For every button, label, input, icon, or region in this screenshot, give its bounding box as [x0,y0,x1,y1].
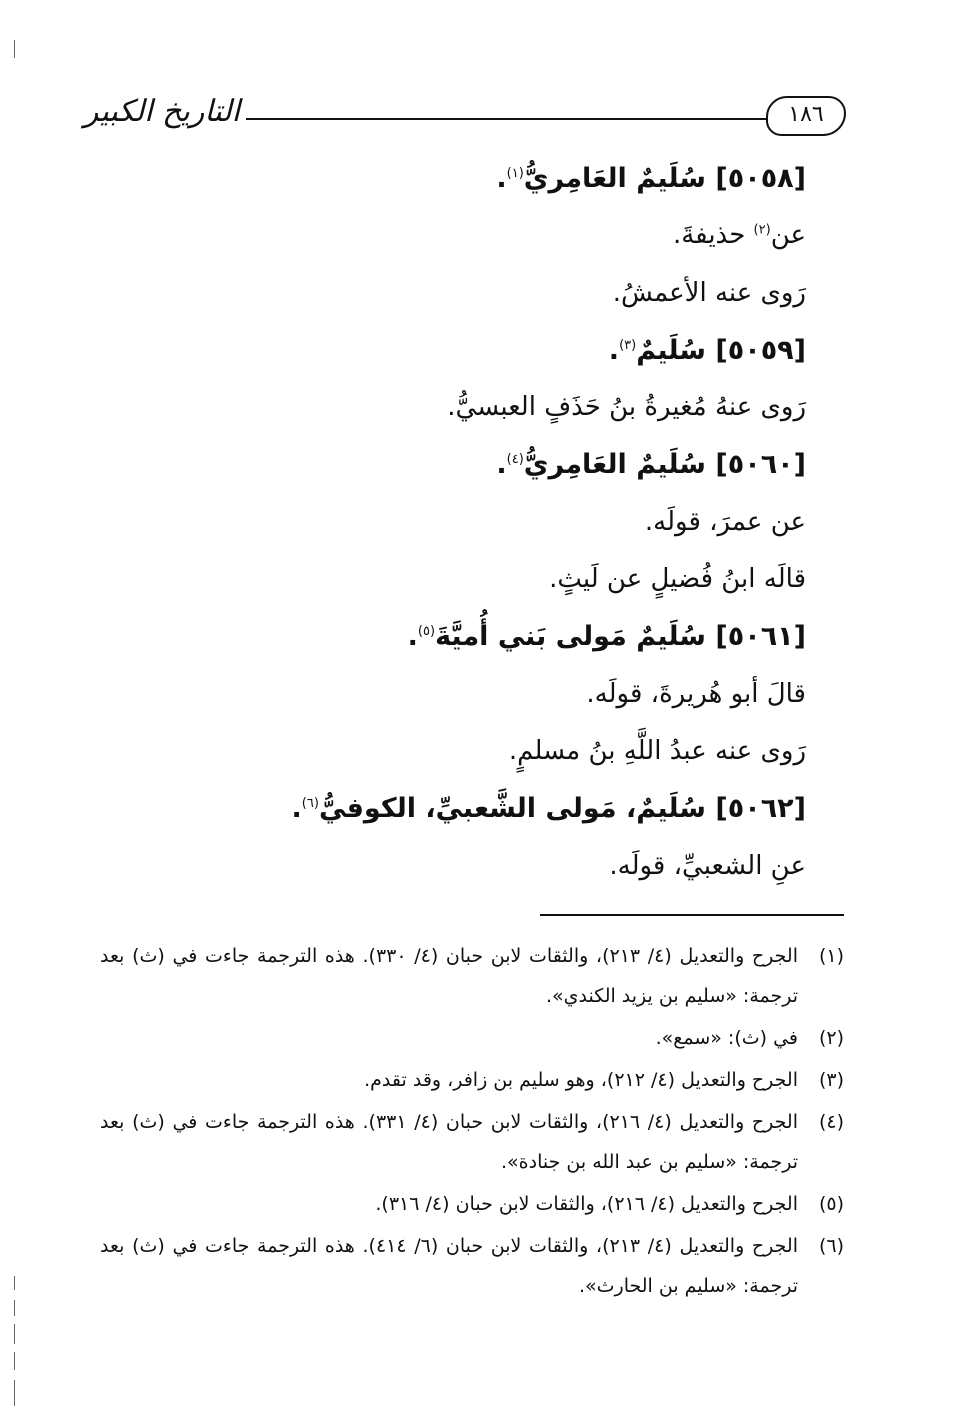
scan-mark [14,1276,15,1290]
footnote-item [100,1184,844,1224]
entry-heading [360,436,806,493]
scan-mark [14,40,15,58]
scan-mark [14,1324,15,1344]
entry-number: [٥٠٦١] [715,621,806,653]
footnote-ref[interactable]: (٢) [753,222,771,238]
text-pre: عن [770,220,806,251]
footnote-ref[interactable]: (٤) [506,452,524,468]
text-line [360,551,806,608]
text-line [360,207,806,264]
text-line [360,723,806,780]
footnote-number: (١) [818,945,844,967]
entry-end: . [291,793,302,825]
footnote-ref[interactable]: (١) [506,166,524,181]
entry-number: [٥٠٦٢] [715,793,806,825]
scan-mark [14,1380,15,1406]
entry-heading [291,780,806,837]
footnote-item [100,1018,844,1058]
scan-mark [14,1352,15,1370]
footnote-text: الجرح والتعديل (٤/ ٢١٢)، وهو سليم بن زافر، وقد تقدم. [364,1069,798,1091]
text-pre: قالَ أبو هُريرةَ، قولَه. [586,678,806,709]
footnote-item [100,1226,844,1306]
footnote-number: (٤) [818,1111,844,1133]
running-header-title: التاريخ الكبير [83,94,240,129]
entry-heading [360,150,806,207]
footnote-number: (٥) [818,1193,844,1215]
entry-name: سُلَيمٌ العَامِريُّ [523,449,706,481]
text-pre: رَوى عنه الأعمشُ. [612,277,806,308]
footnote-text: الجرح والتعديل (٤/ ٢١٣)، والثقات لابن حبان (٦/ ٤١٤). هذه الترجمة جاءت في (ث) بعد ترجمة: «سليم بن الحارث». [100,1235,798,1297]
footnote-text: الجرح والتعديل (٤/ ٢١٦)، والثقات لابن حبان (٤/ ٣٣١). هذه الترجمة جاءت في (ث) بعد ترجمة: «سليم بن عبد الله بن جنادة». [100,1111,798,1173]
header-rule [246,118,766,120]
text-line [360,379,806,436]
entry-name: سُلَيمٌ مَولى بَني أُميَّةَ [435,621,706,653]
footnote-ref[interactable]: (٣) [619,337,637,353]
footnote-text: في (ث): «سمع». [655,1027,798,1049]
text-pre: رَوى عنه عبدُ اللَّهِ بنُ مسلمٍ. [508,735,806,766]
footnote-number: (٢) [818,1027,844,1049]
entry-end: . [496,163,507,194]
scan-mark [14,1300,15,1316]
footnote-number: (٣) [818,1069,844,1091]
text-pre: رَوى عنهُ مُغيرةُ بنُ حَذَفٍ العبسيُّ. [447,392,806,423]
text-line [360,265,806,322]
footnote-text: الجرح والتعديل (٤/ ٢١٦)، والثقات لابن حبان (٤/ ٣١٦). [375,1193,798,1215]
entry-heading [360,608,806,665]
entry-number: [٥٠٥٩] [715,334,806,366]
text-pre: قالَه ابنُ فُضيلٍ عن لَيثٍ. [549,564,806,595]
entry-number: [٥٠٥٨] [715,163,806,194]
entry-heading [360,322,806,379]
entry-name: سُلَيمٌ، مَولى الشَّعبيِّ، الكوفيُّ [318,793,706,825]
entry-end: . [608,334,620,366]
main-text [291,150,806,895]
footnote-divider [540,914,844,916]
footnote-number: (٦) [818,1235,844,1257]
text-pre: عنِ الشعبيِّ، قولَه. [609,850,806,881]
text-line [360,838,806,895]
entry-name: سُلَيمٌ [636,334,706,366]
entry-end: . [496,449,507,481]
footnote-text: الجرح والتعديل (٤/ ٢١٣)، والثقات لابن حبان (٤/ ٣٣٠). هذه الترجمة جاءت في (ث) بعد ترجمة: «سليم بن يزيد الكندي». [100,945,798,1007]
footnote-item [100,1060,844,1100]
footnote-item [100,1102,844,1182]
footnote-ref[interactable]: (٥) [417,624,436,640]
footnote-ref[interactable]: (٦) [301,796,319,812]
page-number: ١٨٦ [766,96,846,136]
entry-name: سُلَيمٌ العَامِريُّ [523,163,706,194]
entry-number: [٥٠٦٠] [715,449,806,481]
text-line [360,494,806,551]
footnote-item [100,936,844,1016]
footnotes [100,936,844,1308]
text-line [360,666,806,723]
text-post: حذيفةَ. [672,220,754,251]
text-pre: عن عمرَ، قولَه. [644,506,806,537]
entry-end: . [407,621,418,653]
